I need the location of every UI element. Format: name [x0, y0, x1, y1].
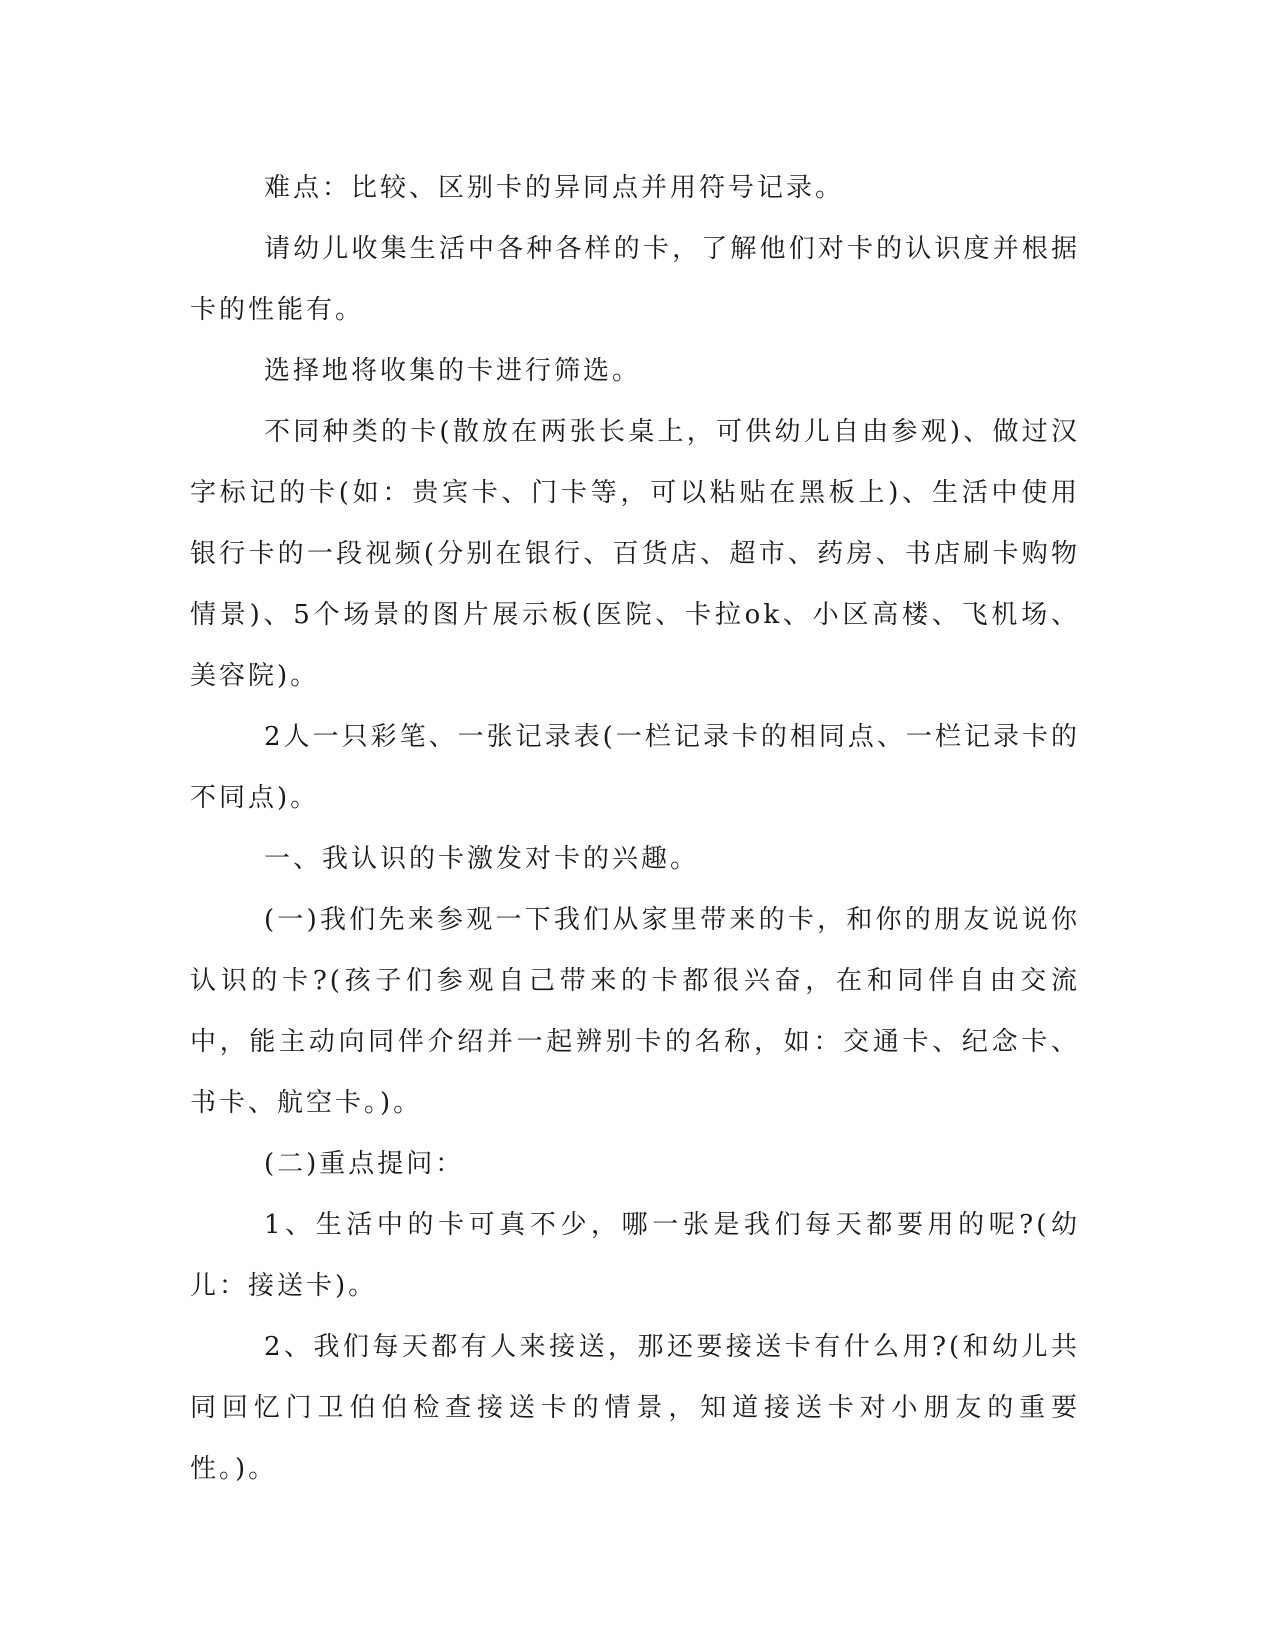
paragraph-filter-cards: 选择地将收集的卡进行筛选。 [264, 356, 642, 386]
paragraph-materials: 不同种类的卡(散放在两张长桌上，可供幼儿自由参观)、做过汉字标记的卡(如：贵宾卡、门卡等，可以粘贴在黑板上)、生活中使用银行卡的一段视频(分别在银行、百货店、超市、药房、书店刷卡购物情景)、5个场景的图片展示板(医院、卡拉ok、小区高楼、飞机场、美容院)。 [190, 417, 1080, 691]
paragraph-collect-cards: 请幼儿收集生活中各种各样的卡，了解他们对卡的认识度并根据卡的性能有。 [190, 234, 1080, 325]
paragraph-key-questions: (二)重点提问： [264, 1149, 465, 1179]
paragraph-visit-cards: (一)我们先来参观一下我们从家里带来的卡，和你的朋友说说你认识的卡?(孩子们参观自己带来的卡都很兴奋，在和同伴自由交流中，能主动向同伴介绍并一起辨别卡的名称，如：交通卡、纪念卡、书卡、航空卡。)。 [190, 905, 1080, 1118]
paragraph-difficulty: 难点：比较、区别卡的异同点并用符号记录。 [264, 173, 845, 203]
paragraph-question-one: 1、生活中的卡可真不少，哪一张是我们每天都要用的呢?(幼儿：接送卡)。 [190, 1210, 1080, 1301]
paragraph-section-one: 一、我认识的卡激发对卡的兴趣。 [264, 844, 700, 874]
document-body [190, 158, 1080, 1500]
paragraph-question-two: 2、我们每天都有人来接送，那还要接送卡有什么用?(和幼儿共同回忆门卫伯伯检查接送卡的情景，知道接送卡对小朋友的重要性。)。 [190, 1332, 1080, 1484]
paragraph-pens-and-sheet: 2人一只彩笔、一张记录表(一栏记录卡的相同点、一栏记录卡的不同点)。 [190, 722, 1080, 813]
